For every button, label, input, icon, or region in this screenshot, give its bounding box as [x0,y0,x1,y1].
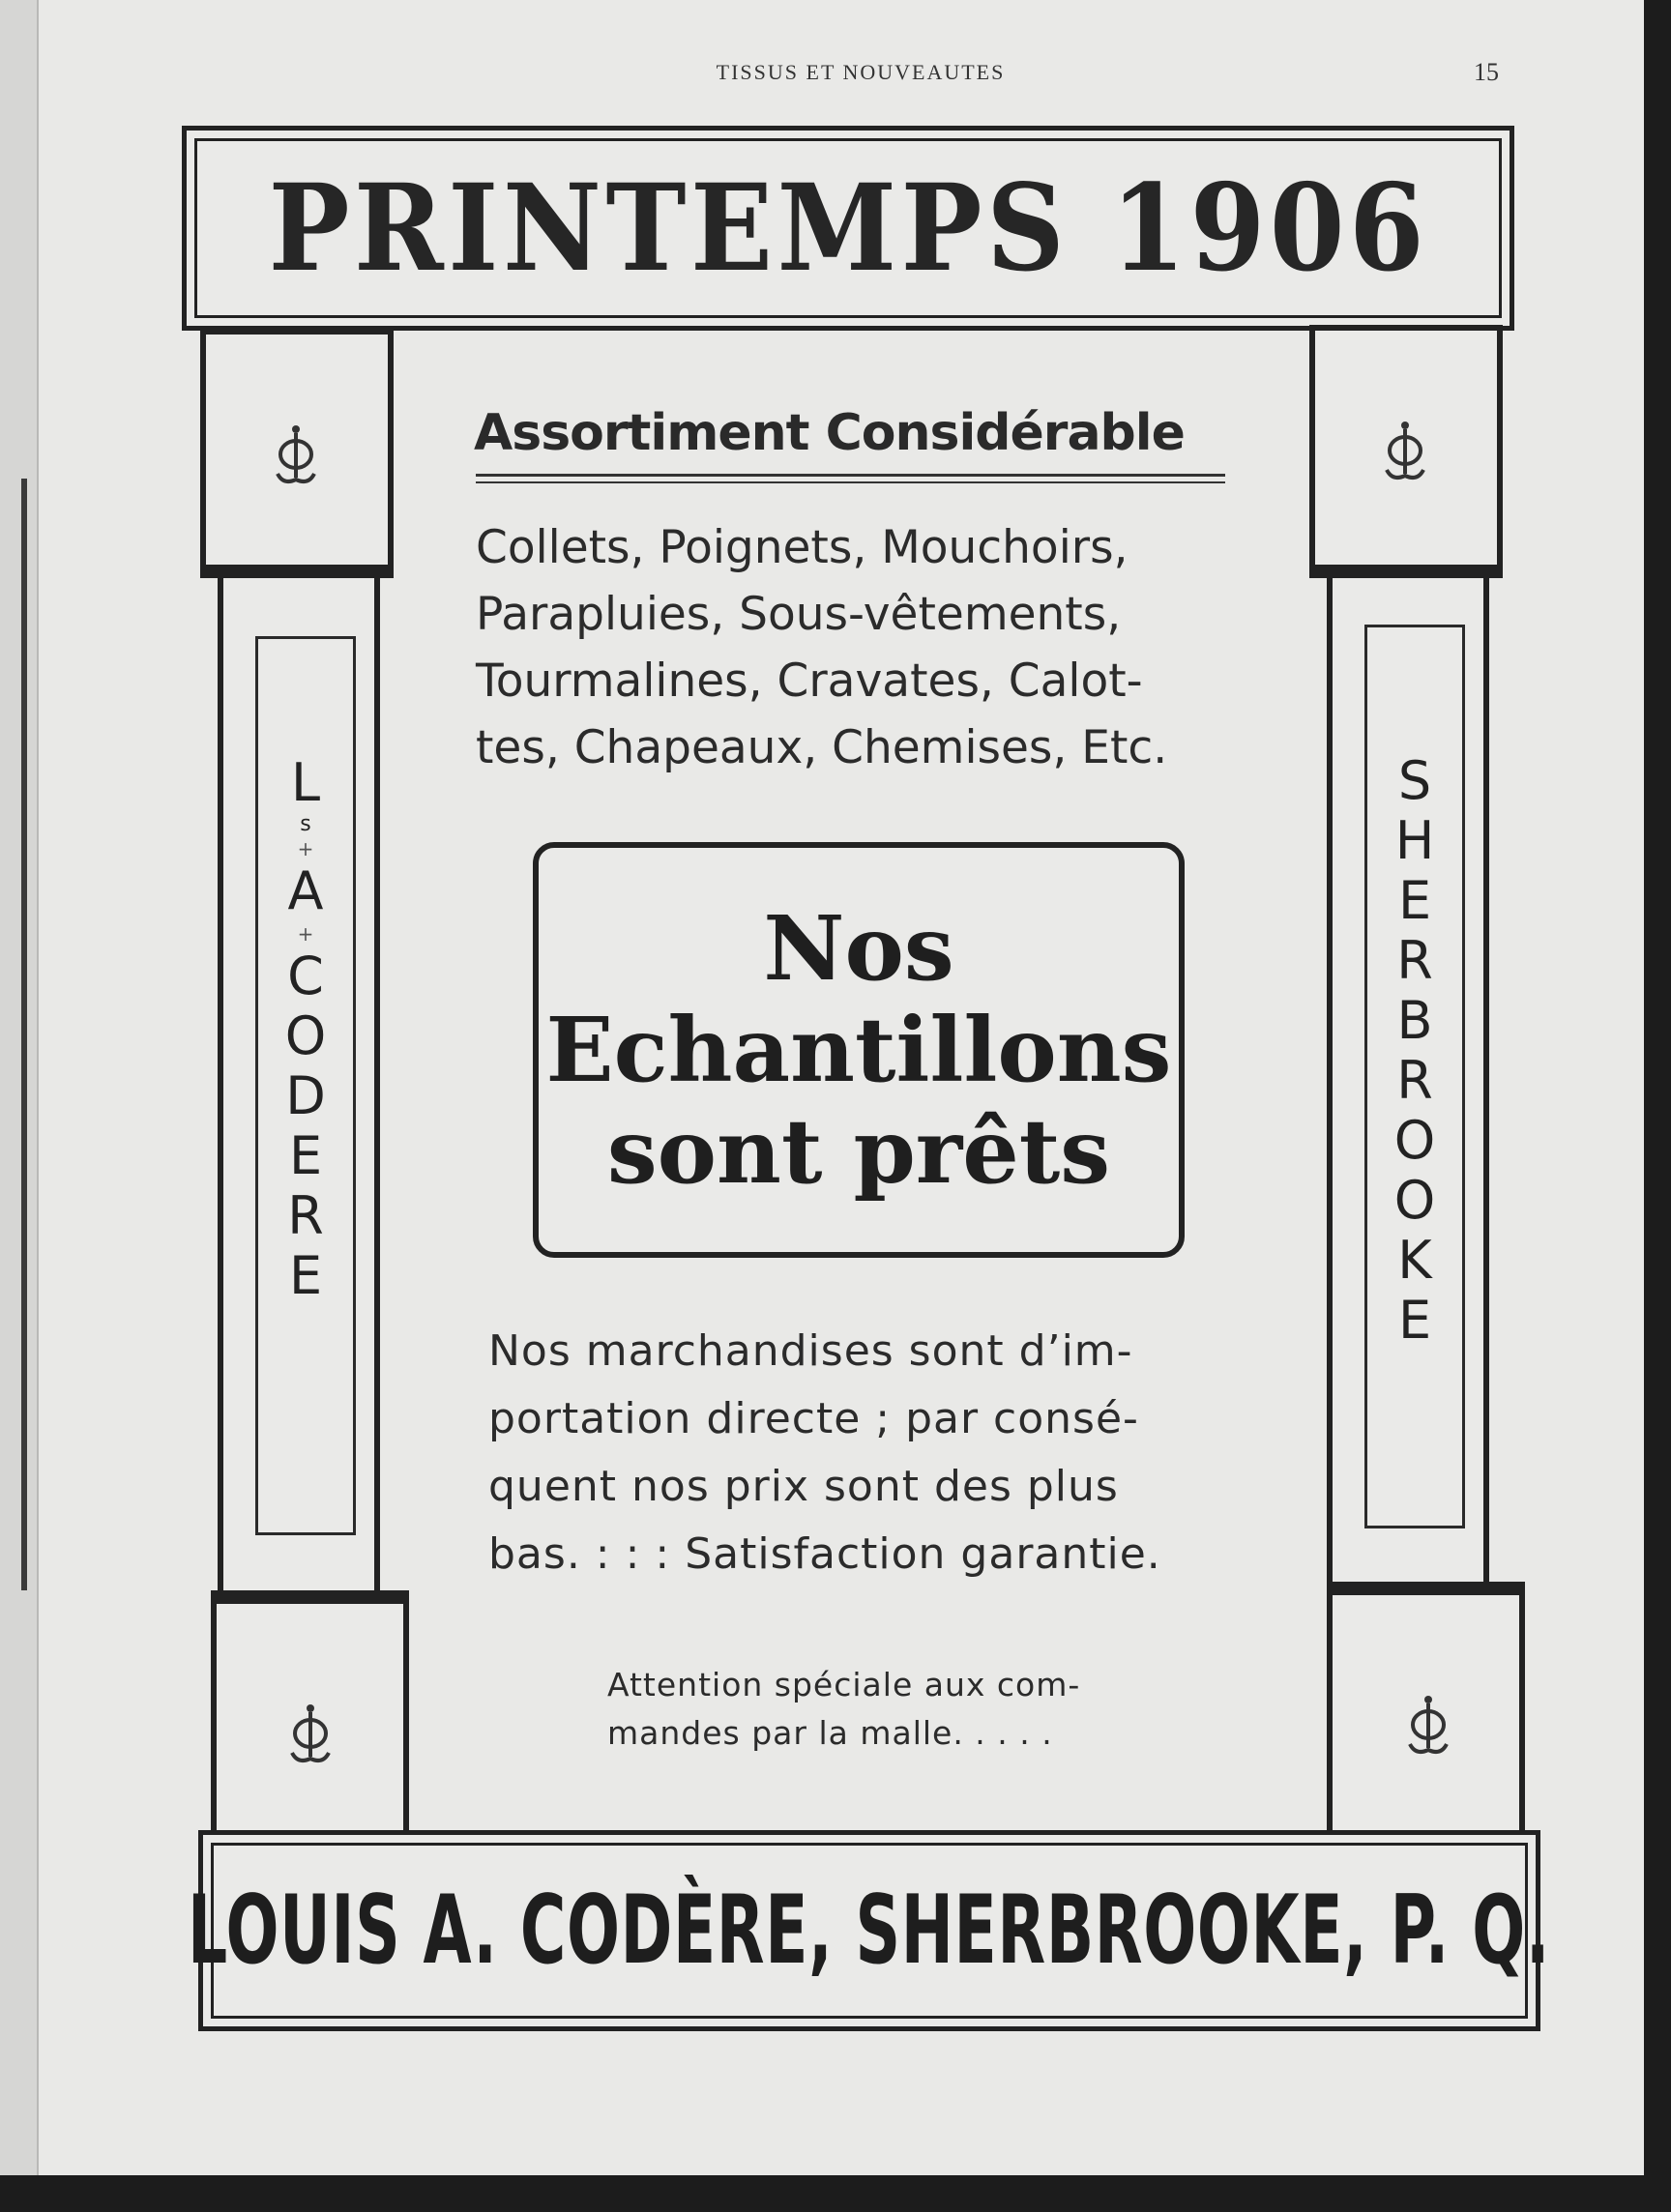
right-letter: K [1397,1230,1432,1291]
body-paragraph [488,1318,1252,1588]
right-letter: E [1397,870,1432,931]
right-letter: E [1397,1290,1432,1351]
merchant-name: LOUIS A. CODÈRE, SHERBROOKE, P. Q. [188,1876,1551,1986]
right-pillar-shaft [1327,578,1489,1584]
previous-page-edge [0,0,39,2175]
paragraph-line: Parapluies, Sous-vêtements, [476,588,1122,641]
crowned-anchor-monogram-icon [286,1701,335,1768]
notice-line: sont prêts [606,1098,1111,1204]
left-letter: E [288,1245,323,1306]
paragraph-line: bas. : : : Satisfaction garantie. [488,1529,1161,1579]
items-paragraph [476,514,1249,781]
paragraph-line: Attention spéciale aux com- [607,1666,1081,1703]
right-pillar-base [1327,1582,1525,1831]
crowned-anchor-monogram-icon [1381,418,1429,485]
scan-border-bottom [0,2175,1671,2212]
title-banner [182,126,1514,331]
paragraph-line: quent nos prix sont des plus [488,1462,1119,1511]
paragraph-line: Tourmalines, Cravates, Calot- [476,655,1143,708]
paragraph-line: mandes par la malle. . . . . [607,1714,1053,1752]
right-letter: O [1393,1170,1436,1231]
crowned-anchor-monogram-icon [1404,1692,1452,1760]
double-rule [476,474,1225,477]
right-letter: R [1396,1050,1433,1111]
scan-border-right [1644,0,1671,2212]
left-letter: C [287,946,324,1006]
left-letter: R [287,1185,324,1246]
right-letter: H [1394,810,1435,871]
paragraph-line: Nos marchandises sont d’im- [488,1326,1133,1376]
right-column-name [1367,751,1462,1351]
right-letter: B [1396,990,1433,1051]
right-pillar-top-cap [1309,325,1503,578]
page-number: 15 [1474,58,1499,86]
paragraph-line: tes, Chapeaux, Chemises, Etc. [476,721,1168,774]
paragraph-line: portation directe ; par consé- [488,1394,1139,1443]
left-pillar-top-cap [200,329,394,578]
right-letter: R [1396,930,1433,991]
left-pillar-base [211,1590,409,1834]
left-pillar-shaft [218,578,380,1591]
ad-title: PRINTEMPS 1906 [268,158,1428,299]
notice-line: Echantillons [545,997,1172,1102]
samples-ready-notice [533,842,1185,1258]
right-letter: O [1393,1110,1436,1171]
left-letter: D [285,1065,326,1126]
right-pillar-panel [1364,625,1465,1528]
mail-order-note [607,1661,1149,1758]
right-letter: S [1397,750,1432,811]
left-column-name: L s + A + C O D E R E [284,752,327,1306]
left-letter: s [300,812,311,836]
left-letter: O [284,1005,327,1066]
footer-banner [188,1830,1551,2031]
paragraph-line: Collets, Poignets, Mouchoirs, [476,521,1129,574]
running-head: TISSUS ET NOUVEAUTES [716,60,1006,84]
left-pillar-panel [255,636,356,1535]
subheading: Assortiment Considérable [474,404,1185,462]
left-letter: E [288,1125,323,1186]
left-letter: A [287,860,324,921]
left-letter: L [290,752,321,813]
notice-line: Nos [763,895,954,1001]
crowned-anchor-monogram-icon [272,422,320,489]
